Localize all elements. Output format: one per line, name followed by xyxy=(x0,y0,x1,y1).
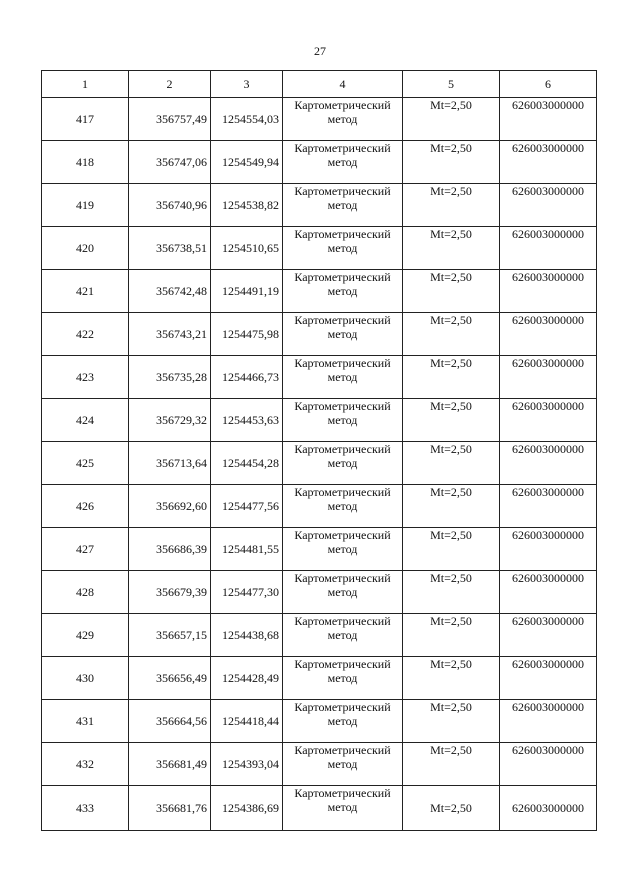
table-row xyxy=(42,98,597,141)
cell-y-coordinate: 1254453,63 xyxy=(211,399,283,442)
cell-code: 626003000000 xyxy=(500,700,597,743)
cell-point-number: 433 xyxy=(42,786,129,831)
cell-method: Картометрический метод xyxy=(283,184,403,227)
header-col-1: 1 xyxy=(42,71,129,98)
header-col-6: 6 xyxy=(500,71,597,98)
cell-accuracy: Mt=2,50 xyxy=(403,743,500,786)
cell-point-number: 421 xyxy=(42,270,129,313)
cell-code: 626003000000 xyxy=(500,184,597,227)
table-row xyxy=(42,485,597,528)
cell-accuracy: Mt=2,50 xyxy=(403,442,500,485)
cell-method: Картометрический метод xyxy=(283,399,403,442)
cell-accuracy: Mt=2,50 xyxy=(403,227,500,270)
cell-x-coordinate: 356713,64 xyxy=(129,442,211,485)
table-row xyxy=(42,442,597,485)
cell-code: 626003000000 xyxy=(500,313,597,356)
table-row xyxy=(42,313,597,356)
cell-code: 626003000000 xyxy=(500,657,597,700)
cell-accuracy: Mt=2,50 xyxy=(403,141,500,184)
header-col-3: 3 xyxy=(211,71,283,98)
cell-method: Картометрический метод xyxy=(283,270,403,313)
cell-accuracy: Mt=2,50 xyxy=(403,657,500,700)
table-row xyxy=(42,399,597,442)
table-row xyxy=(42,356,597,399)
cell-point-number: 428 xyxy=(42,571,129,614)
cell-y-coordinate: 1254466,73 xyxy=(211,356,283,399)
header-col-5: 5 xyxy=(403,71,500,98)
cell-y-coordinate: 1254454,28 xyxy=(211,442,283,485)
cell-point-number: 423 xyxy=(42,356,129,399)
cell-point-number: 426 xyxy=(42,485,129,528)
cell-code: 626003000000 xyxy=(500,571,597,614)
table-header xyxy=(42,71,597,98)
cell-x-coordinate: 356738,51 xyxy=(129,227,211,270)
cell-method: Картометрический метод xyxy=(283,313,403,356)
table-row xyxy=(42,270,597,313)
header-col-4: 4 xyxy=(283,71,403,98)
table-row xyxy=(42,786,597,831)
table-row xyxy=(42,743,597,786)
cell-accuracy: Mt=2,50 xyxy=(403,528,500,571)
cell-y-coordinate: 1254491,19 xyxy=(211,270,283,313)
cell-code: 626003000000 xyxy=(500,399,597,442)
cell-code: 626003000000 xyxy=(500,356,597,399)
cell-point-number: 424 xyxy=(42,399,129,442)
cell-x-coordinate: 356686,39 xyxy=(129,528,211,571)
cell-code: 626003000000 xyxy=(500,743,597,786)
cell-x-coordinate: 356743,21 xyxy=(129,313,211,356)
table-body xyxy=(42,98,597,831)
cell-code: 626003000000 xyxy=(500,141,597,184)
cell-method: Картометрический метод xyxy=(283,614,403,657)
table-row xyxy=(42,227,597,270)
cell-y-coordinate: 1254477,56 xyxy=(211,485,283,528)
cell-accuracy: Mt=2,50 xyxy=(403,313,500,356)
cell-method: Картометрический метод xyxy=(283,700,403,743)
cell-method: Картометрический метод xyxy=(283,98,403,141)
cell-method: Картометрический метод xyxy=(283,528,403,571)
cell-x-coordinate: 356679,39 xyxy=(129,571,211,614)
cell-y-coordinate: 1254481,55 xyxy=(211,528,283,571)
cell-point-number: 419 xyxy=(42,184,129,227)
cell-x-coordinate: 356681,76 xyxy=(129,786,211,831)
cell-y-coordinate: 1254438,68 xyxy=(211,614,283,657)
cell-x-coordinate: 356742,48 xyxy=(129,270,211,313)
cell-method: Картометрический метод xyxy=(283,141,403,184)
cell-accuracy: Mt=2,50 xyxy=(403,184,500,227)
cell-x-coordinate: 356747,06 xyxy=(129,141,211,184)
cell-x-coordinate: 356757,49 xyxy=(129,98,211,141)
cell-point-number: 418 xyxy=(42,141,129,184)
cell-code: 626003000000 xyxy=(500,227,597,270)
cell-method: Картометрический метод xyxy=(283,786,403,831)
cell-accuracy: Mt=2,50 xyxy=(403,399,500,442)
cell-accuracy: Mt=2,50 xyxy=(403,356,500,399)
header-row xyxy=(42,71,597,98)
cell-code: 626003000000 xyxy=(500,528,597,571)
table-row xyxy=(42,571,597,614)
cell-code: 626003000000 xyxy=(500,786,597,831)
cell-point-number: 429 xyxy=(42,614,129,657)
cell-code: 626003000000 xyxy=(500,614,597,657)
cell-point-number: 417 xyxy=(42,98,129,141)
cell-method: Картометрический метод xyxy=(283,743,403,786)
cell-accuracy: Mt=2,50 xyxy=(403,614,500,657)
cell-point-number: 427 xyxy=(42,528,129,571)
cell-method: Картометрический метод xyxy=(283,356,403,399)
cell-accuracy: Mt=2,50 xyxy=(403,270,500,313)
cell-code: 626003000000 xyxy=(500,98,597,141)
cell-point-number: 431 xyxy=(42,700,129,743)
cell-x-coordinate: 356740,96 xyxy=(129,184,211,227)
page-number: 27 xyxy=(314,44,326,58)
cell-y-coordinate: 1254477,30 xyxy=(211,571,283,614)
cell-point-number: 432 xyxy=(42,743,129,786)
cell-accuracy: Mt=2,50 xyxy=(403,700,500,743)
cell-x-coordinate: 356692,60 xyxy=(129,485,211,528)
cell-x-coordinate: 356681,49 xyxy=(129,743,211,786)
cell-point-number: 422 xyxy=(42,313,129,356)
cell-code: 626003000000 xyxy=(500,442,597,485)
cell-x-coordinate: 356657,15 xyxy=(129,614,211,657)
cell-method: Картометрический метод xyxy=(283,657,403,700)
table-row xyxy=(42,657,597,700)
cell-code: 626003000000 xyxy=(500,270,597,313)
cell-y-coordinate: 1254475,98 xyxy=(211,313,283,356)
cell-accuracy: Mt=2,50 xyxy=(403,98,500,141)
cell-method: Картометрический метод xyxy=(283,485,403,528)
table-row xyxy=(42,528,597,571)
cell-x-coordinate: 356664,56 xyxy=(129,700,211,743)
cell-x-coordinate: 356735,28 xyxy=(129,356,211,399)
cell-y-coordinate: 1254393,04 xyxy=(211,743,283,786)
cell-method: Картометрический метод xyxy=(283,227,403,270)
coordinates-table xyxy=(41,70,597,831)
cell-y-coordinate: 1254428,49 xyxy=(211,657,283,700)
cell-y-coordinate: 1254418,44 xyxy=(211,700,283,743)
cell-method: Картометрический метод xyxy=(283,571,403,614)
cell-point-number: 430 xyxy=(42,657,129,700)
cell-accuracy: Mt=2,50 xyxy=(403,571,500,614)
cell-y-coordinate: 1254510,65 xyxy=(211,227,283,270)
cell-accuracy: Mt=2,50 xyxy=(403,786,500,831)
cell-x-coordinate: 356656,49 xyxy=(129,657,211,700)
cell-y-coordinate: 1254386,69 xyxy=(211,786,283,831)
cell-x-coordinate: 356729,32 xyxy=(129,399,211,442)
table-row xyxy=(42,614,597,657)
cell-method: Картометрический метод xyxy=(283,442,403,485)
table-row xyxy=(42,700,597,743)
cell-y-coordinate: 1254538,82 xyxy=(211,184,283,227)
cell-point-number: 420 xyxy=(42,227,129,270)
cell-y-coordinate: 1254554,03 xyxy=(211,98,283,141)
cell-y-coordinate: 1254549,94 xyxy=(211,141,283,184)
header-col-2: 2 xyxy=(129,71,211,98)
cell-accuracy: Mt=2,50 xyxy=(403,485,500,528)
cell-point-number: 425 xyxy=(42,442,129,485)
table-row xyxy=(42,184,597,227)
cell-code: 626003000000 xyxy=(500,485,597,528)
table-row xyxy=(42,141,597,184)
